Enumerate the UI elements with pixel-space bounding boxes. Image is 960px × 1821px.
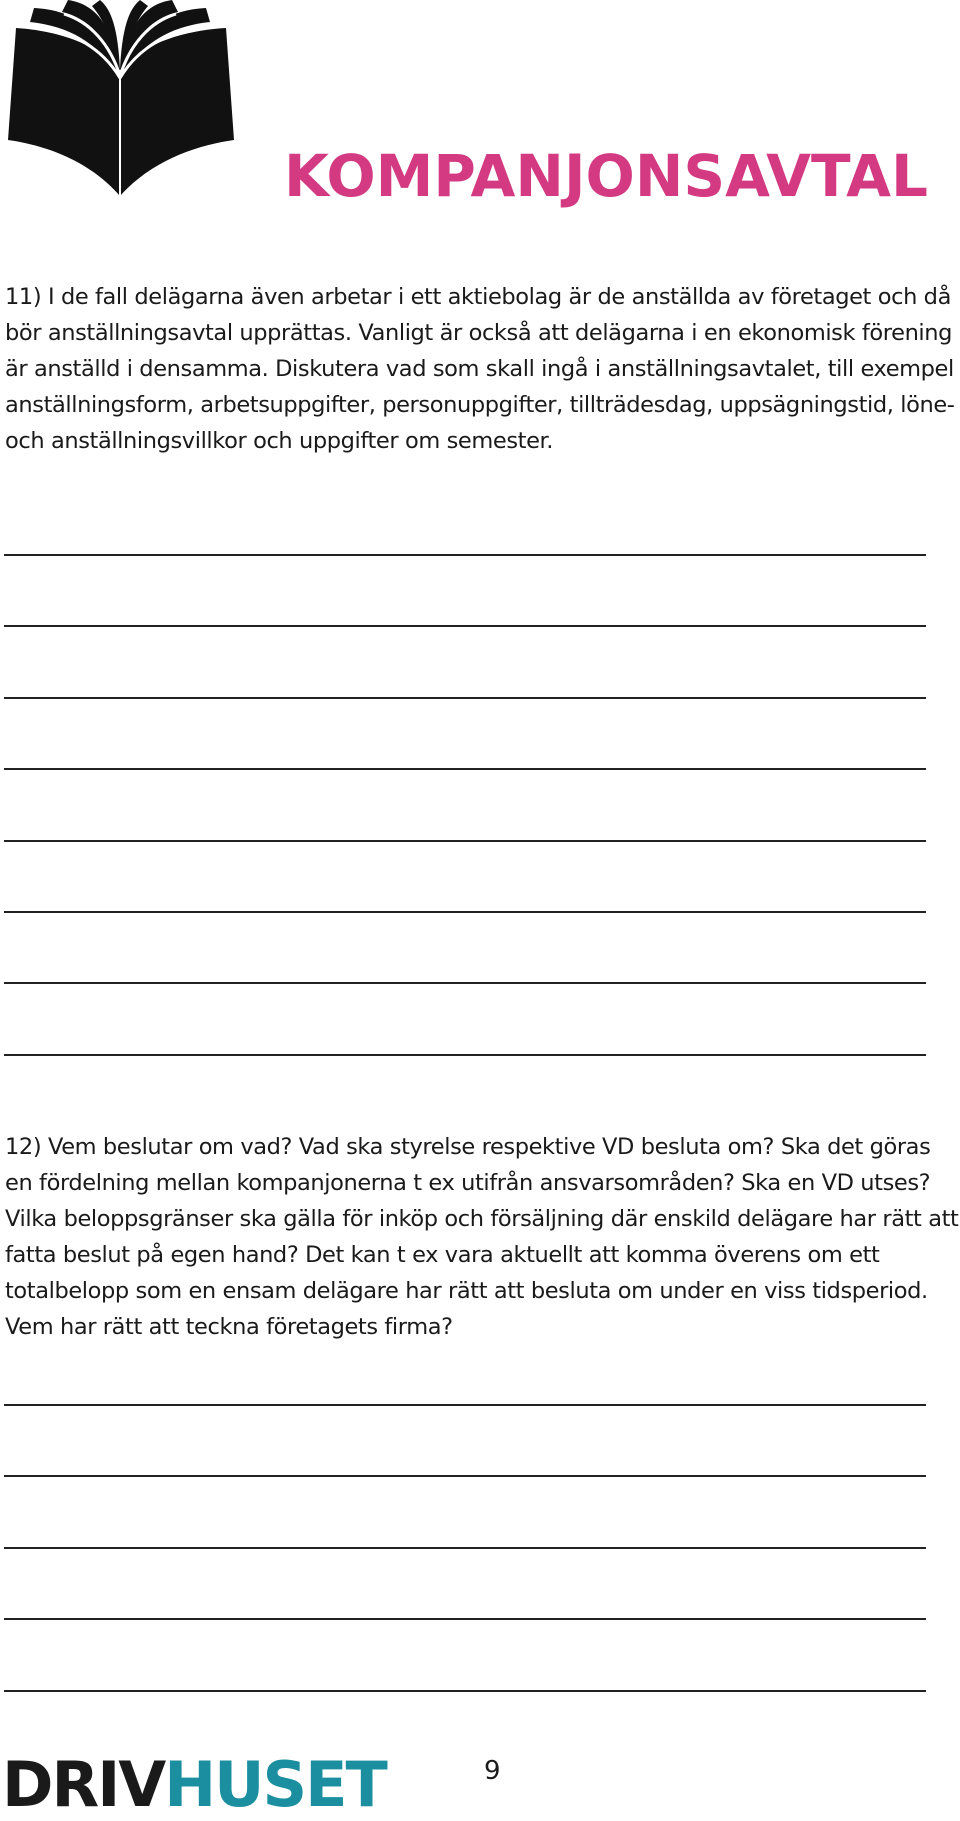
answer-line xyxy=(4,1475,926,1477)
answer-line xyxy=(4,911,926,913)
answer-line xyxy=(4,697,926,699)
answer-line xyxy=(4,554,926,556)
page-number: 9 xyxy=(484,1756,501,1786)
answer-line xyxy=(4,768,926,770)
open-book-icon xyxy=(4,0,236,202)
answer-line xyxy=(4,1690,926,1692)
logo-text-huset: HUSET xyxy=(164,1748,386,1821)
answer-line xyxy=(4,1054,926,1056)
question-11: 11) I de fall delägarna även arbetar i ett aktiebolag är de anställda av företaget och då bör anställningsavtal upprättas. Vanligt är också att delägarna i en ekonomisk förening är anställd i densamma. Diskutera vad som skall ingå i anställningsavtalet, till exempel anställningsform, arbetsuppgifter, personuppgifter, tillträdesdag, uppsägningstid, löne- och anställningsvillkor och uppgifter om semester. xyxy=(5,284,955,454)
question-12: 12) Vem beslutar om vad? Vad ska styrelse respektive VD besluta om? Ska det göras en fördelning mellan kompanjonerna t ex utifrån ansvarsområden? Ska en VD utses? Vilka beloppsgränser ska gälla för inköp och försäljning där enskild delägare har rätt att fatta beslut på egen hand? Det kan t ex vara aktuellt att komma överens om ett totalbelopp som en ensam delägare har rätt att besluta om under en viss tidsperiod. Vem har rätt att teckna företagets firma? xyxy=(5,1134,959,1340)
page-title: KOMPANJONSAVTAL xyxy=(284,142,928,210)
answer-line xyxy=(4,1547,926,1549)
answer-line xyxy=(4,982,926,984)
answer-line xyxy=(4,625,926,627)
answer-line xyxy=(4,1618,926,1620)
logo-text-driv: DRIV xyxy=(2,1748,165,1821)
answer-line xyxy=(4,1404,926,1406)
answer-line xyxy=(4,840,926,842)
drivhuset-logo xyxy=(2,1750,386,1820)
